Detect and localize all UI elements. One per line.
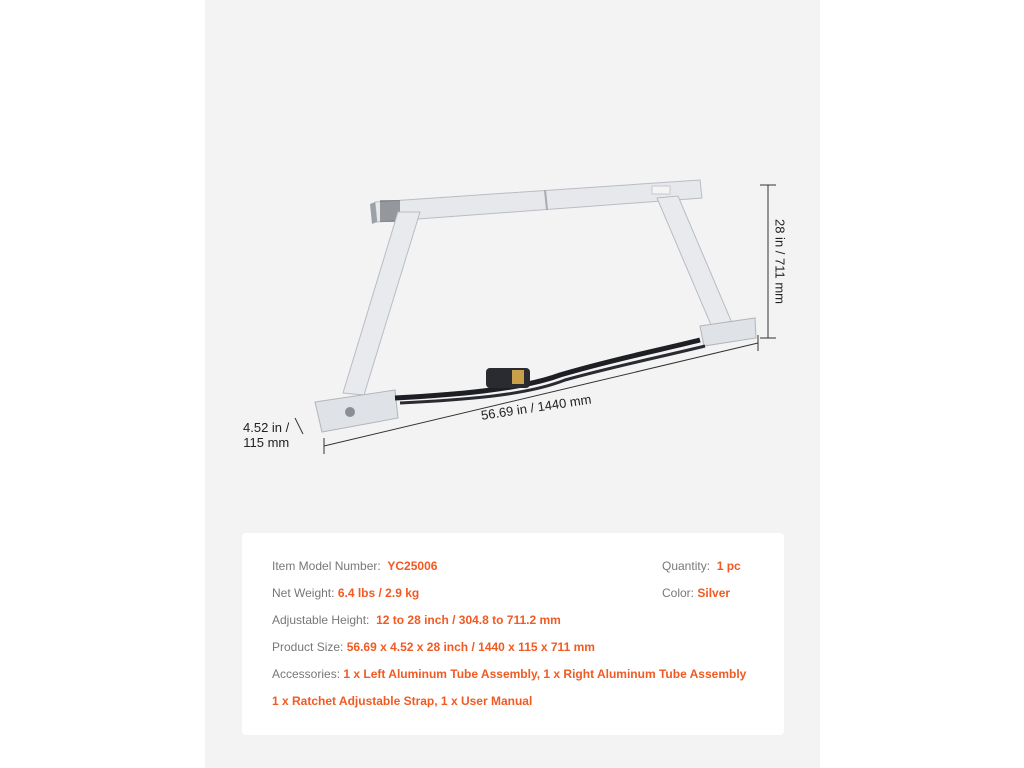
color-row xyxy=(662,586,730,600)
product-size-label: Product Size: xyxy=(272,640,344,654)
depth-dimension-label xyxy=(243,420,289,450)
adjustable-height-row xyxy=(272,613,561,627)
adjustable-height-value: 12 to 28 inch / 304.8 to 711.2 mm xyxy=(376,613,561,627)
quantity-row xyxy=(662,559,741,573)
quantity-value: 1 pc xyxy=(716,559,741,573)
quantity-label: Quantity: xyxy=(662,559,711,573)
color-value: Silver xyxy=(697,586,731,600)
product-size-row xyxy=(272,640,595,654)
net-weight-row xyxy=(272,586,419,600)
accessories-row xyxy=(272,667,746,681)
net-weight-label: Net Weight: xyxy=(272,586,335,600)
specifications-card xyxy=(242,533,784,735)
adjustable-height-label: Adjustable Height: xyxy=(272,613,370,627)
accessories-value-line-2: 1 x Ratchet Adjustable Strap, 1 x User Manual xyxy=(272,694,533,708)
model-number-label: Item Model Number: xyxy=(272,559,381,573)
accessories-label: Accessories: xyxy=(272,667,341,681)
color-label: Color: xyxy=(662,586,695,600)
height-dimension-label: 28 in / 711 mm xyxy=(772,218,788,305)
product-size-value: 56.69 x 4.52 x 28 inch / 1440 x 115 x 711 mm xyxy=(346,640,595,654)
model-number-value: YC25006 xyxy=(387,559,438,573)
net-weight-value: 6.4 lbs / 2.9 kg xyxy=(337,586,420,600)
width-dimension-label: 56.69 in / 1440 mm xyxy=(480,391,593,423)
accessories-row-continued xyxy=(272,694,532,708)
depth-line-2: 115 mm xyxy=(243,435,290,450)
accessories-value-line-1: 1 x Left Aluminum Tube Assembly, 1 x Right Aluminum Tube Assembly xyxy=(343,667,747,681)
depth-line-1: 4.52 in / xyxy=(243,420,290,435)
model-number-row xyxy=(272,559,437,573)
